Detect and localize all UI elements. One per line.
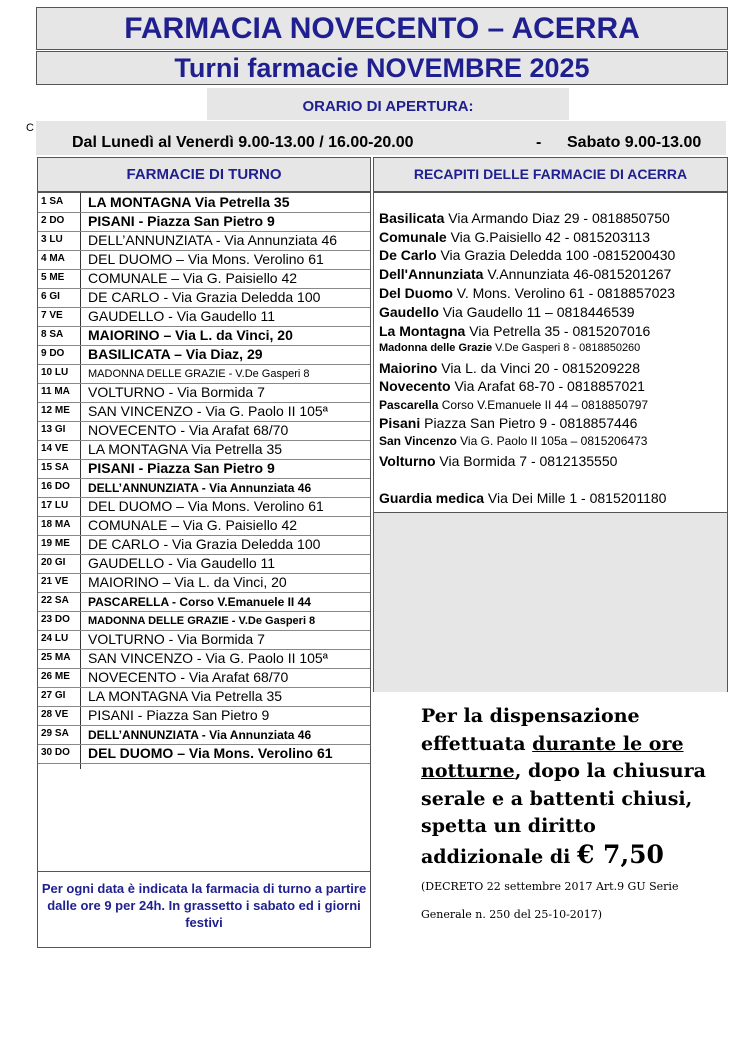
table-row — [38, 706, 370, 726]
contact-name: Novecento — [379, 378, 451, 394]
table-row — [38, 364, 370, 384]
table-row — [38, 535, 370, 555]
contacts-heading: RECAPITI DELLE FARMACIE DI ACERRA — [373, 157, 728, 192]
contact-detail: Piazza San Pietro 9 - 0818857446 — [420, 415, 638, 431]
row-day: 20 GI — [41, 557, 66, 568]
fee-price: € 7,50 — [576, 839, 664, 869]
row-pharmacy: DEL DUOMO – Via Mons. Verolino 61 — [88, 745, 333, 761]
table-row — [38, 630, 370, 650]
contact-name: Dell'Annunziata — [379, 266, 484, 282]
table-row — [38, 345, 370, 365]
contact-detail: V.De Gasperi 8 - 0818850260 — [492, 342, 641, 354]
row-pharmacy: LA MONTAGNA Via Petrella 35 — [88, 688, 283, 704]
contact-item — [379, 247, 675, 263]
table-row — [38, 516, 370, 536]
row-day: 10 LU — [41, 367, 69, 378]
row-day: 22 SA — [41, 595, 69, 606]
row-day: 29 SA — [41, 728, 69, 739]
row-pharmacy: PASCARELLA - Corso V.Emanuele II 44 — [88, 595, 311, 609]
row-pharmacy: DELL’ANNUNZIATA - Via Annunziata 46 — [88, 728, 312, 742]
row-pharmacy: LA MONTAGNA Via Petrella 35 — [88, 194, 290, 210]
saturday-hours: Sabato 9.00-13.00 — [567, 134, 702, 151]
contact-name: San Vincenzo — [379, 434, 457, 448]
row-pharmacy: PISANI - Piazza San Pietro 9 — [88, 460, 275, 476]
contact-item — [379, 342, 640, 354]
row-pharmacy: PISANI - Piazza San Pietro 9 — [88, 213, 275, 229]
contact-detail: Via Petrella 35 - 0815207016 — [465, 323, 651, 339]
contact-name: Del Duomo — [379, 285, 453, 301]
weekday-hours: Dal Lunedì al Venerdì 9.00-13.00 / 16.00-20.00 — [72, 134, 414, 151]
contact-name: Pisani — [379, 415, 421, 431]
row-day: 26 ME — [41, 671, 70, 682]
contact-name: Madonna delle Grazie — [379, 342, 493, 354]
contact-detail: Via G. Paolo II 105a – 0815206473 — [456, 434, 648, 448]
contact-item — [379, 285, 675, 301]
row-day: 7 VE — [41, 310, 63, 321]
row-pharmacy: DEL DUOMO – Via Mons. Verolino 61 — [88, 251, 324, 267]
contact-item — [379, 360, 640, 376]
contact-detail: V. Mons. Verolino 61 - 0818857023 — [452, 285, 675, 301]
row-pharmacy: LA MONTAGNA Via Petrella 35 — [88, 441, 283, 457]
row-day: 13 GI — [41, 424, 66, 435]
fee-text-1: Per la dispensazione effettuata — [421, 705, 640, 755]
night-fee-notice — [421, 703, 721, 926]
fee-text-2: , dopo la chiusura serale e a battenti chiusi, spetta un diritto addizionale di — [421, 760, 706, 868]
duty-heading: FARMACIE DI TURNO — [37, 157, 371, 192]
contact-name: Maiorino — [379, 360, 438, 376]
table-row — [38, 459, 370, 479]
row-pharmacy: NOVECENTO - Via Arafat 68/70 — [88, 422, 289, 438]
contact-name: Gaudello — [379, 304, 439, 320]
table-row — [38, 288, 370, 308]
contacts-box — [373, 192, 728, 692]
row-day: 19 ME — [41, 538, 70, 549]
contact-name: Comunale — [379, 229, 447, 245]
table-row — [38, 402, 370, 422]
row-day: 8 SA — [41, 329, 64, 340]
contact-name: La Montagna — [379, 323, 466, 339]
row-pharmacy: DELL’ANNUNZIATA - Via Annunziata 46 — [88, 481, 312, 495]
table-row — [38, 307, 370, 327]
contact-detail: Corso V.Emanuele II 44 – 0818850797 — [438, 398, 649, 412]
contact-name: Pascarella — [379, 398, 439, 412]
table-row — [38, 573, 370, 593]
contact-detail: Via Grazia Deledda 100 -0815200430 — [436, 247, 676, 263]
row-pharmacy: PISANI - Piazza San Pietro 9 — [88, 707, 270, 723]
row-day: 3 LU — [41, 234, 63, 245]
row-day: 25 MA — [41, 652, 71, 663]
contact-detail: V.Annunziata 46-0815201267 — [483, 266, 672, 282]
table-row — [38, 497, 370, 517]
contact-item — [379, 378, 645, 394]
guardia-medica — [379, 490, 666, 506]
table-row — [38, 687, 370, 707]
contact-item — [379, 415, 637, 431]
row-day: 1 SA — [41, 196, 64, 207]
row-pharmacy: SAN VINCENZO - Via G. Paolo II 105ª — [88, 403, 328, 419]
row-pharmacy: SAN VINCENZO - Via G. Paolo II 105ª — [88, 650, 328, 666]
row-day: 16 DO — [41, 481, 70, 492]
row-pharmacy: COMUNALE – Via G. Paisiello 42 — [88, 270, 298, 286]
table-row — [38, 231, 370, 251]
table-row — [38, 649, 370, 669]
row-day: 2 DO — [41, 215, 65, 226]
row-day: 5 ME — [41, 272, 65, 283]
table-row — [38, 250, 370, 270]
contact-detail: Via L. da Vinci 20 - 0815209228 — [437, 360, 640, 376]
hours-separator: - — [536, 134, 542, 151]
table-row — [38, 421, 370, 441]
row-day: 15 SA — [41, 462, 69, 473]
row-day: 4 MA — [41, 253, 65, 264]
empty-row — [38, 763, 370, 782]
row-pharmacy: GAUDELLO - Via Gaudello 11 — [88, 308, 276, 324]
contact-name: De Carlo — [379, 247, 437, 263]
contact-name: Basilicata — [379, 210, 445, 226]
table-row — [38, 478, 370, 498]
row-pharmacy: MAIORINO – Via L. da Vinci, 20 — [88, 327, 293, 343]
row-day: 23 DO — [41, 614, 70, 625]
table-row — [38, 592, 370, 612]
fee-text-underlined: durante le ore notturne — [421, 732, 684, 782]
contact-detail: Via Arafat 68-70 - 0818857021 — [450, 378, 645, 394]
row-pharmacy: BASILICATA – Via Diaz, 29 — [88, 346, 263, 362]
table-row — [38, 611, 370, 631]
row-day: 18 MA — [41, 519, 71, 530]
contact-item — [379, 304, 635, 320]
fee-decree: (DECRETO 22 settembre 2017 Art.9 GU Serie Generale n. 250 del 25-10-2017) — [421, 880, 679, 921]
table-row — [38, 725, 370, 745]
row-pharmacy: MADONNA DELLE GRAZIE - V.De Gasperi 8 — [88, 368, 310, 380]
duty-note: Per ogni data è indicata la farmacia di turno a partire dalle ore 9 per 24h. In grassetto i sabato ed i giorni festivi — [38, 871, 370, 931]
row-pharmacy: MADONNA DELLE GRAZIE - V.De Gasperi 8 — [88, 615, 316, 627]
contact-detail: Via Armando Diaz 29 - 0818850750 — [444, 210, 670, 226]
contact-item — [379, 323, 650, 339]
contact-item — [379, 398, 648, 412]
duty-table — [37, 192, 371, 948]
table-row — [38, 326, 370, 346]
table-row — [38, 440, 370, 460]
page-subtitle: Turni farmacie NOVEMBRE 2025 — [36, 51, 728, 85]
row-day: 30 DO — [41, 747, 70, 758]
opening-hours — [36, 121, 726, 155]
table-row — [38, 554, 370, 574]
row-day: 6 GI — [41, 291, 60, 302]
row-pharmacy: MAIORINO – Via L. da Vinci, 20 — [88, 574, 287, 590]
stray-letter: C — [26, 122, 34, 134]
row-day: 9 DO — [41, 348, 65, 359]
contact-item — [379, 266, 671, 282]
contact-detail: Via G.Paisiello 42 - 0815203113 — [446, 229, 651, 245]
row-pharmacy: DE CARLO - Via Grazia Deledda 100 — [88, 289, 321, 305]
row-day: 17 LU — [41, 500, 69, 511]
contact-item — [379, 434, 647, 448]
contact-item — [379, 210, 670, 226]
contact-name: Guardia medica — [379, 490, 485, 506]
row-day: 28 VE — [41, 709, 69, 720]
row-pharmacy: DEL DUOMO – Via Mons. Verolino 61 — [88, 498, 324, 514]
table-row — [38, 269, 370, 289]
table-row — [38, 212, 370, 232]
row-pharmacy: DE CARLO - Via Grazia Deledda 100 — [88, 536, 321, 552]
contact-name: Volturno — [379, 453, 436, 469]
contact-detail: Via Bormida 7 - 0812135550 — [435, 453, 618, 469]
row-pharmacy: NOVECENTO - Via Arafat 68/70 — [88, 669, 289, 685]
opening-hours-label: ORARIO DI APERTURA: — [207, 88, 569, 120]
contact-detail: Via Gaudello 11 – 0818446539 — [438, 304, 635, 320]
row-pharmacy: GAUDELLO - Via Gaudello 11 — [88, 555, 276, 571]
row-day: 21 VE — [41, 576, 69, 587]
contact-item — [379, 229, 650, 245]
row-pharmacy: COMUNALE – Via G. Paisiello 42 — [88, 517, 298, 533]
row-day: 27 GI — [41, 690, 66, 701]
page-title: FARMACIA NOVECENTO – ACERRA — [36, 7, 728, 50]
table-row — [38, 668, 370, 688]
table-row — [38, 193, 370, 213]
table-row — [38, 744, 370, 764]
row-day: 24 LU — [41, 633, 69, 644]
table-row — [38, 383, 370, 403]
row-day: 14 VE — [41, 443, 69, 454]
row-pharmacy: VOLTURNO - Via Bormida 7 — [88, 384, 265, 400]
contacts-empty-area — [374, 512, 727, 692]
row-pharmacy: VOLTURNO - Via Bormida 7 — [88, 631, 265, 647]
contact-detail: Via Dei Mille 1 - 0815201180 — [484, 490, 667, 506]
row-pharmacy: DELL’ANNUNZIATA - Via Annunziata 46 — [88, 232, 338, 248]
row-day: 12 ME — [41, 405, 70, 416]
contact-item — [379, 453, 617, 469]
row-day: 11 MA — [41, 386, 70, 397]
